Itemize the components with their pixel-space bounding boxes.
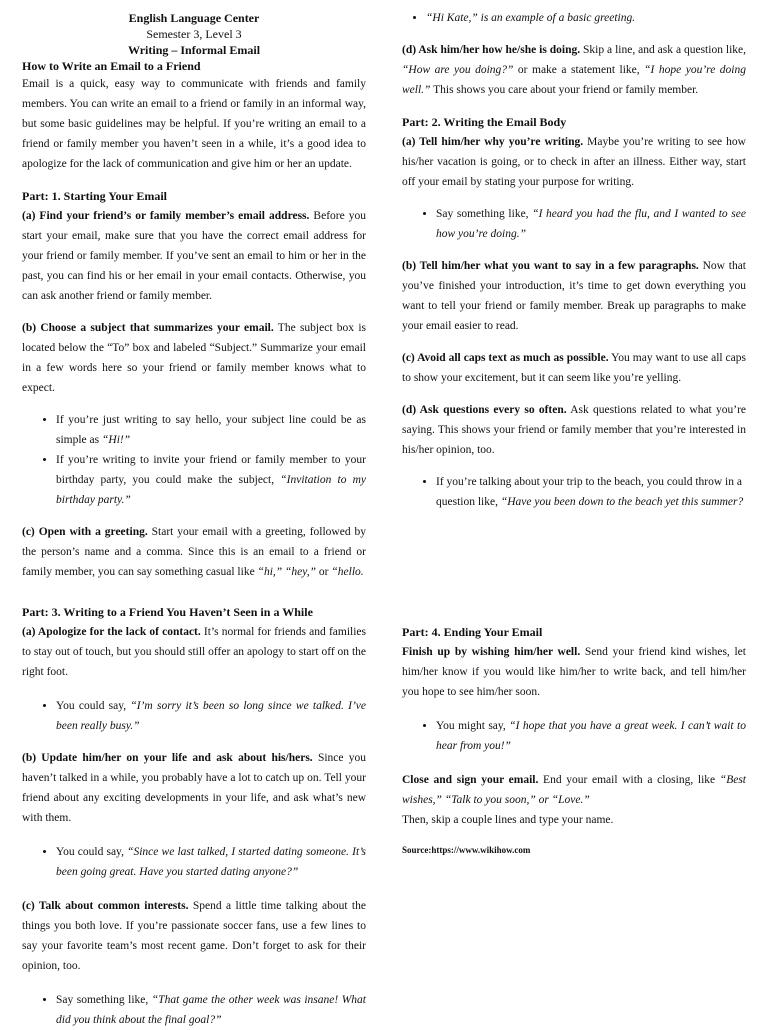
- part1-title: Part: 1. Starting Your Email: [22, 189, 167, 203]
- part3-a-head: (a) Apologize for the lack of contact.: [22, 626, 201, 638]
- part3-c-list: [22, 990, 366, 1030]
- part2-a-list: [402, 204, 746, 244]
- part4-b: [402, 770, 746, 810]
- part3-b-list: [22, 842, 366, 882]
- part3-c-body: Spend a little time talking about the things you both love. If you’re passionate soccer fans, use a few lines to say your favorite team’s most recent game. Don’t forget to ask for their opinion, too.: [22, 900, 366, 972]
- list-item: [56, 842, 366, 882]
- list-item: [436, 472, 746, 512]
- part4-b-body: End your email with a closing, like: [538, 774, 720, 786]
- bullet-quote: “Invitation to my birthday party.”: [56, 474, 366, 506]
- list-item: [426, 8, 746, 28]
- part4-a-list: [402, 716, 746, 756]
- part3-b-body: Since you haven’t talked in a while, you probably have a lot to catch up on. Tell your friend about any exciting developments in your life, and ask what’s new with them.: [22, 752, 367, 824]
- part1-c-or: or: [316, 566, 332, 578]
- left-column-bottom: [22, 602, 366, 1030]
- part1-d-mid: or make a statement like,: [513, 64, 645, 76]
- part3-c-head: (c) Talk about common interests.: [22, 900, 189, 912]
- part1-c-body: Start your email with a greeting, followed by the person’s name and a comma. Since this is an email to a friend or family member, you can say something casual like: [22, 526, 367, 578]
- bullet-text: You could say,: [56, 846, 128, 858]
- part1-b-head: (b) Choose a subject that summarizes your email.: [22, 322, 274, 334]
- part2-d-head: (d) Ask questions every so often.: [402, 404, 567, 416]
- part2-title: Part: 2. Writing the Email Body: [402, 115, 567, 129]
- part1-b-body: The subject box is located below the “To” box and labeled “Subject.” Summarize your email in a few words here so your friend or family member knows what to expect.: [22, 322, 366, 394]
- bullet-text: You might say,: [436, 720, 510, 732]
- part1-a: [22, 206, 366, 306]
- bullet-text: If you’re talking about your trip to the beach, you could throw in a question like,: [436, 476, 742, 508]
- source-citation: Source:https://www.wikihow.com: [402, 845, 531, 855]
- bullet-text: If you’re writing to invite your friend or family member to your birthday party, you could make the subject,: [56, 454, 366, 486]
- part3-b-head: (b) Update him/her on your life and ask about his/hers.: [22, 752, 313, 764]
- part3-a: [22, 622, 366, 682]
- part3-c: [22, 896, 366, 976]
- list-item: [56, 450, 366, 510]
- bullet-quote: “I heard you had the flu, and I wanted to see how you’re doing.”: [436, 208, 746, 240]
- header-line3: Writing – Informal Email: [127, 43, 261, 57]
- part2-d-body: Ask questions related to what you’re saying. This shows your friend or family member that you’re interested in his/her opinion, too.: [402, 404, 747, 456]
- left-column-top: [22, 10, 366, 582]
- part1-b-list: [22, 410, 366, 510]
- part1-d-body: Skip a line, and ask a question like,: [580, 44, 746, 56]
- bullet-quote: “Since we last talked, I started dating someone. It’s been going great. Have you started dating anyone?”: [56, 846, 366, 878]
- bullet-text: Say something like,: [56, 994, 152, 1006]
- part1-a-body: Before you start your email, make sure that you have the correct email address for your friend or family member. If you’ve sent an email to him or her in the past, you can find his or her email in your email contacts. Otherwise, you can ask another friend or family member.: [22, 210, 366, 302]
- right-column-top: [402, 8, 746, 512]
- part4-a: [402, 642, 746, 702]
- part2-c-body: You may want to use all caps to show your excitement, but it can seem like you’re yelling.: [402, 352, 746, 384]
- part2-c: [402, 348, 746, 388]
- right-column-bottom: [402, 622, 746, 860]
- part2-a: [402, 132, 746, 192]
- part4-title: Part: 4. Ending Your Email: [402, 625, 543, 639]
- part1-d-head: (d) Ask him/her how he/she is doing.: [402, 44, 581, 56]
- part1-c-head: (c) Open with a greeting.: [22, 526, 148, 538]
- part1-d-quote2: “I hope you’re doing well.”: [402, 64, 746, 96]
- part1-d-quote1: “How are you doing?”: [402, 64, 514, 76]
- part1-c: [22, 522, 366, 582]
- part3-title: Part: 3. Writing to a Friend You Haven’t Seen in a While: [22, 605, 313, 619]
- bullet-quote: “Have you been down to the beach yet this summer?: [500, 496, 744, 508]
- part3-a-body: It’s normal for friends and families to stay out of touch, but you should still offer an apology to start off on the right foot.: [22, 626, 366, 678]
- part2-d: [402, 400, 746, 460]
- part2-a-head: (a) Tell him/her why you’re writing.: [402, 136, 584, 148]
- part1-c-quote: “hi,” “hey,”: [257, 566, 317, 578]
- bullet-text: Say something like,: [436, 208, 533, 220]
- header-line2: Semester 3, Level 3: [146, 27, 242, 41]
- part3-a-list: [22, 696, 366, 736]
- part4-a-head: Finish up by wishing him/her well.: [402, 646, 581, 658]
- list-item: [56, 410, 366, 450]
- part4-b-end: Then, skip a couple lines and type your name.: [402, 814, 614, 826]
- part4-a-body: Send your friend kind wishes, let him/her know if you would like him/her to write back, and tell him/her you hope to see him/her soon.: [402, 646, 746, 698]
- part1-d-end: This shows you care about your friend or family member.: [430, 84, 699, 96]
- part4-b-head: Close and sign your email.: [402, 774, 539, 786]
- intro-title: How to Write an Email to a Friend: [22, 59, 201, 73]
- part4-b-quote: “Best wishes,” “Talk to you soon,” or “Love.”: [402, 774, 746, 806]
- bullet-quote: “That game the other week was insane! What did you think about the final goal?”: [56, 994, 366, 1026]
- part2-b-body: Now that you’ve finished your introduction, it’s time to get down everything you want to tell your friend or family member. Break up paragraphs to make your email easier to read.: [402, 260, 746, 332]
- list-item: [436, 716, 746, 756]
- part1-c-quote2: “hello.: [331, 566, 364, 578]
- bullet-quote: “Hi!”: [102, 434, 131, 446]
- part1-d: [402, 40, 746, 100]
- part2-b-head: (b) Tell him/her what you want to say in a few paragraphs.: [402, 260, 699, 272]
- bullet-text: If you’re just writing to say hello, your subject line could be as simple as: [56, 414, 366, 446]
- list-item: [56, 990, 366, 1030]
- part3-b: [22, 748, 366, 828]
- part2-b: [402, 256, 746, 336]
- list-item: [56, 696, 366, 736]
- part2-d-list: [402, 472, 746, 512]
- header-line1: English Language Center: [128, 11, 260, 25]
- intro-body: Email is a quick, easy way to communicate with friends and family members. You can write an email to a friend or family in an informal way, but some basic guidelines may be helpful. If you’re writing an email to a friend or family member you haven’t seen in a while, it’s a good idea to apologize for the lack of communication and give him or her an update.: [22, 78, 366, 170]
- part1-c-list: [402, 8, 746, 28]
- bullet-text: You could say,: [56, 700, 131, 712]
- bullet-quote: “I hope that you have a great week. I can’t wait to hear from you!”: [436, 720, 746, 752]
- part2-c-head: (c) Avoid all caps text as much as possible.: [402, 352, 609, 364]
- part1-b: [22, 318, 366, 398]
- part1-a-head: (a) Find your friend’s or family member’s email address.: [22, 210, 310, 222]
- bullet-quote: “I’m sorry it’s been so long since we talked. I’ve been really busy.”: [56, 700, 366, 732]
- bullet-quote: “Hi Kate,” is an example of a basic greeting.: [426, 12, 636, 24]
- list-item: [436, 204, 746, 244]
- part2-a-body: Maybe you’re writing to see how his/her vacation is going, or to check in after an illness. Either way, start off your email by stating your purpose for writing.: [402, 136, 746, 188]
